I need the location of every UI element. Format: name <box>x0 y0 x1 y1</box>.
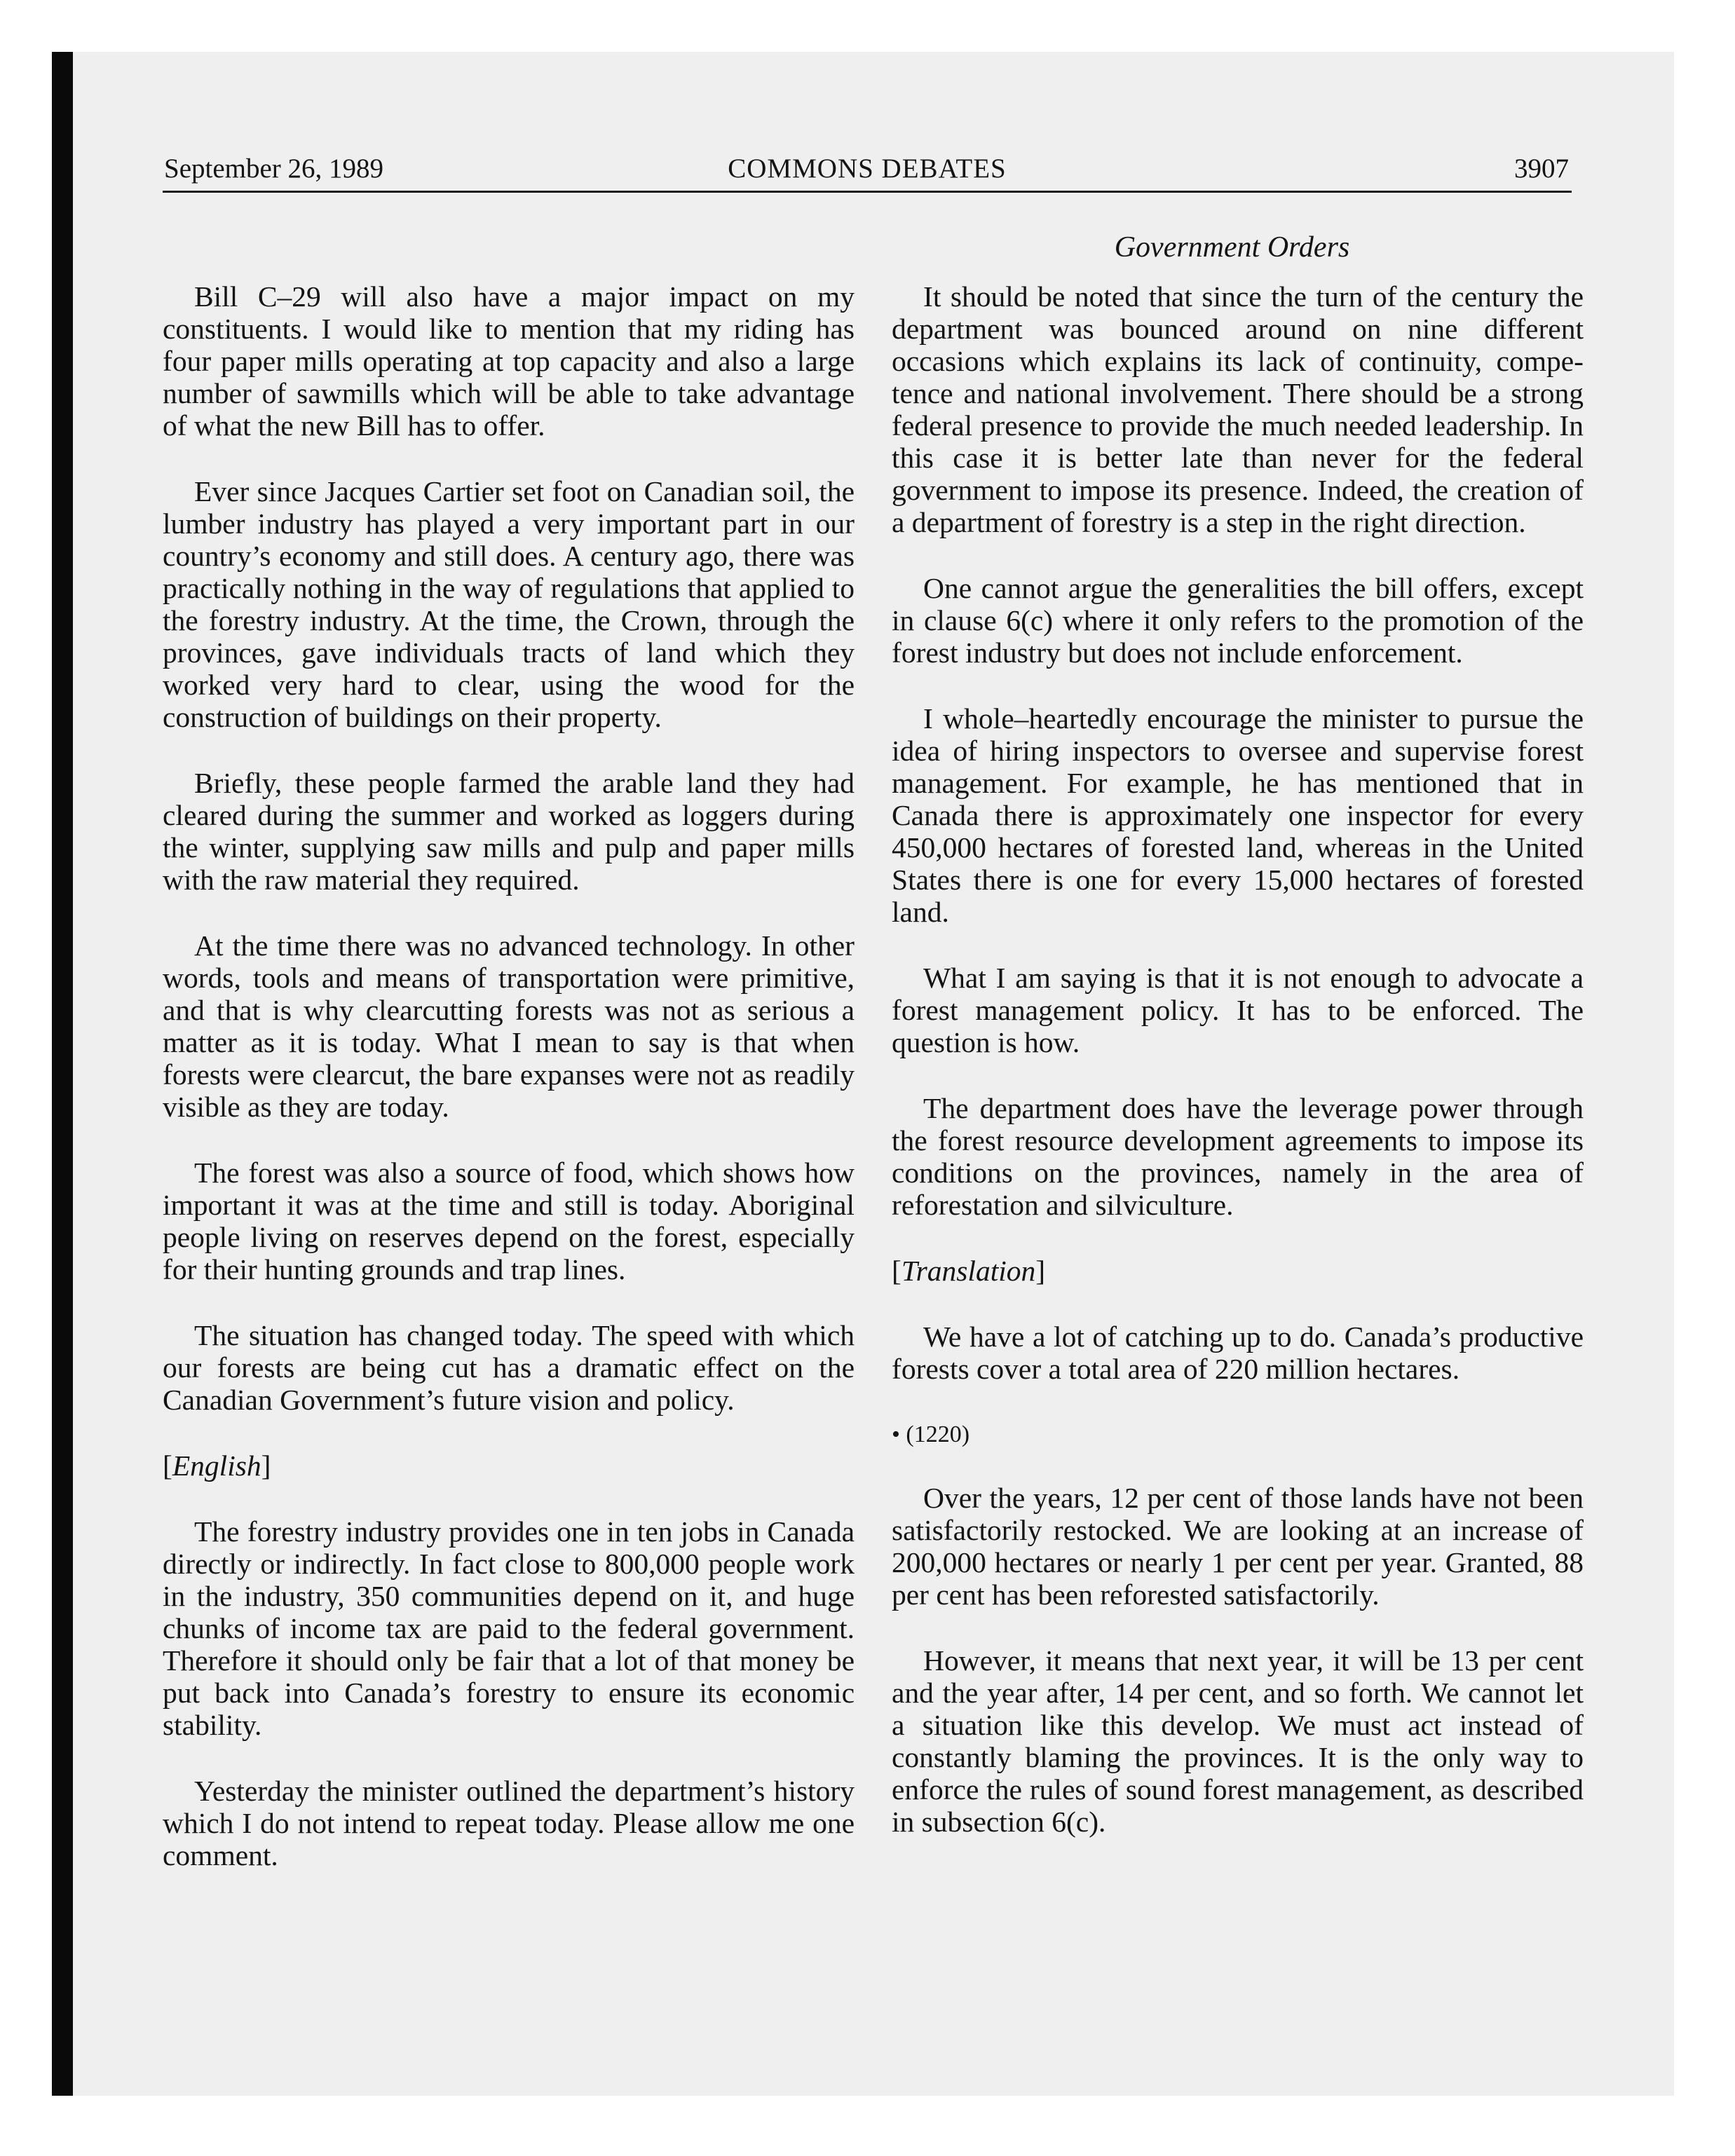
paragraph: The situation has changed today. The speed with which our forests are being cut has a dramatic effect on the Canadian Government’s future vision and policy. <box>163 1319 855 1416</box>
paragraph: Briefly, these people farmed the arable land they had cleared during the summer and worked as loggers during the winter, supplying saw mills and pulp and paper mills with the raw material they required. <box>163 767 855 896</box>
paragraph: The forest was also a source of food, which shows how important it was at the time and still is today. Aboriginal people living on reserves depend on the forest, especially for their hunting grounds and trap lines. <box>163 1157 855 1285</box>
scan-binding-edge <box>52 52 73 2096</box>
paragraph: Bill C–29 will also have a major impact on my constituents. I would like to mention that my riding has four paper mills operating at top capacity and also a large number of sawmills which will be able to take advantage of what the new Bill has to offer. <box>163 280 855 442</box>
paragraph: Ever since Jacques Cartier set foot on Canadian soil, the lumber industry has played a very important part in our country’s economy and still does. A century ago, there was practically nothing in the way of regulations that applied to the forestry industry. At the time, the Crown, through the provinces, gave individuals tracts of land which they worked very hard to clear, using the wood for the construction of buildings on their property. <box>163 475 855 733</box>
time-marker: • (1220) <box>892 1421 970 1447</box>
paragraph: However, it means that next year, it will be 13 per cent and the year after, 14 per cent, and so forth. We cannot let a situation like this develop. We must act instead of constantly blaming the provinces. It is the only way to enforce the rules of sound forest management, as described in subsection 6(c). <box>892 1644 1584 1838</box>
right-column <box>892 280 1584 1871</box>
paragraph: The department does have the leverage power through the forest resource development agreements to impose its conditions on the provinces, namely in the area of reforestation and silviculture. <box>892 1092 1584 1221</box>
language-marker-text: English <box>172 1449 261 1482</box>
language-marker: [Translation] <box>892 1255 1046 1287</box>
paragraph: One cannot argue the generalities the bill offers, except in clause 6(c) where it only refers to the promotion of the forest industry but does not include enforcement. <box>892 572 1584 669</box>
header-page-number: 3907 <box>1514 153 1569 184</box>
left-column <box>163 280 855 1905</box>
paragraph: The forestry industry provides one in ten jobs in Canada directly or indirectly. In fact close to 800,000 people work in the industry, 350 communities depend on it, and huge chunks of income tax are paid to the federal government. Therefore it should only be fair that a lot of that money be put back into Canada’s forestry to ensure its economic stability. <box>163 1515 855 1741</box>
paragraph: At the time there was no advanced technology. In other words, tools and means of transportation were primitive, and that is why clearcutting forests was not as serious a matter as it is today. What I mean to say is that when forests were clearcut, the bare expanses were not as readily visible as they are today. <box>163 929 855 1123</box>
header-date: September 26, 1989 <box>164 153 384 184</box>
paragraph: It should be noted that since the turn of the century the department was bounced around on nine different occasions which explains its lack of continuity, competence and national involvement. There should be a strong federal presence to provide the much needed leadership. In this case it is better late than never for the federal government to impose its presence. Indeed, the creation of a department of forestry is a step in the right direction. <box>892 280 1584 538</box>
language-marker-text: Translation <box>901 1255 1036 1287</box>
paragraph: We have a lot of catching up to do. Canada’s productive forests cover a total area of 220 million hectares. <box>892 1321 1584 1385</box>
paragraph: Over the years, 12 per cent of those lands have not been satisfactorily restocked. We are looking at an increase of 200,000 hectares or nearly 1 per cent per year. Granted, 88 per cent has been reforested satisfactorily. <box>892 1482 1584 1611</box>
section-heading: Government Orders <box>1114 231 1350 264</box>
page-header <box>163 149 1572 193</box>
paragraph: What I am saying is that it is not enough to advocate a forest management policy. It has to be enforced. The question is how. <box>892 962 1584 1058</box>
header-publication: COMMONS DEBATES <box>728 153 1007 184</box>
paragraph: Yesterday the minister outlined the department’s history which I do not intend to repeat today. Please allow me one comment. <box>163 1775 855 1871</box>
paragraph: I whole–heartedly encourage the minister to pursue the idea of hiring inspectors to oversee and supervise forest management. For example, he has mentioned that in Canada there is approximately one inspector for every 450,000 hectares of forested land, whereas in the United States there is one for every 15,000 hectares of forested land. <box>892 702 1584 928</box>
language-marker: [English] <box>163 1449 271 1482</box>
